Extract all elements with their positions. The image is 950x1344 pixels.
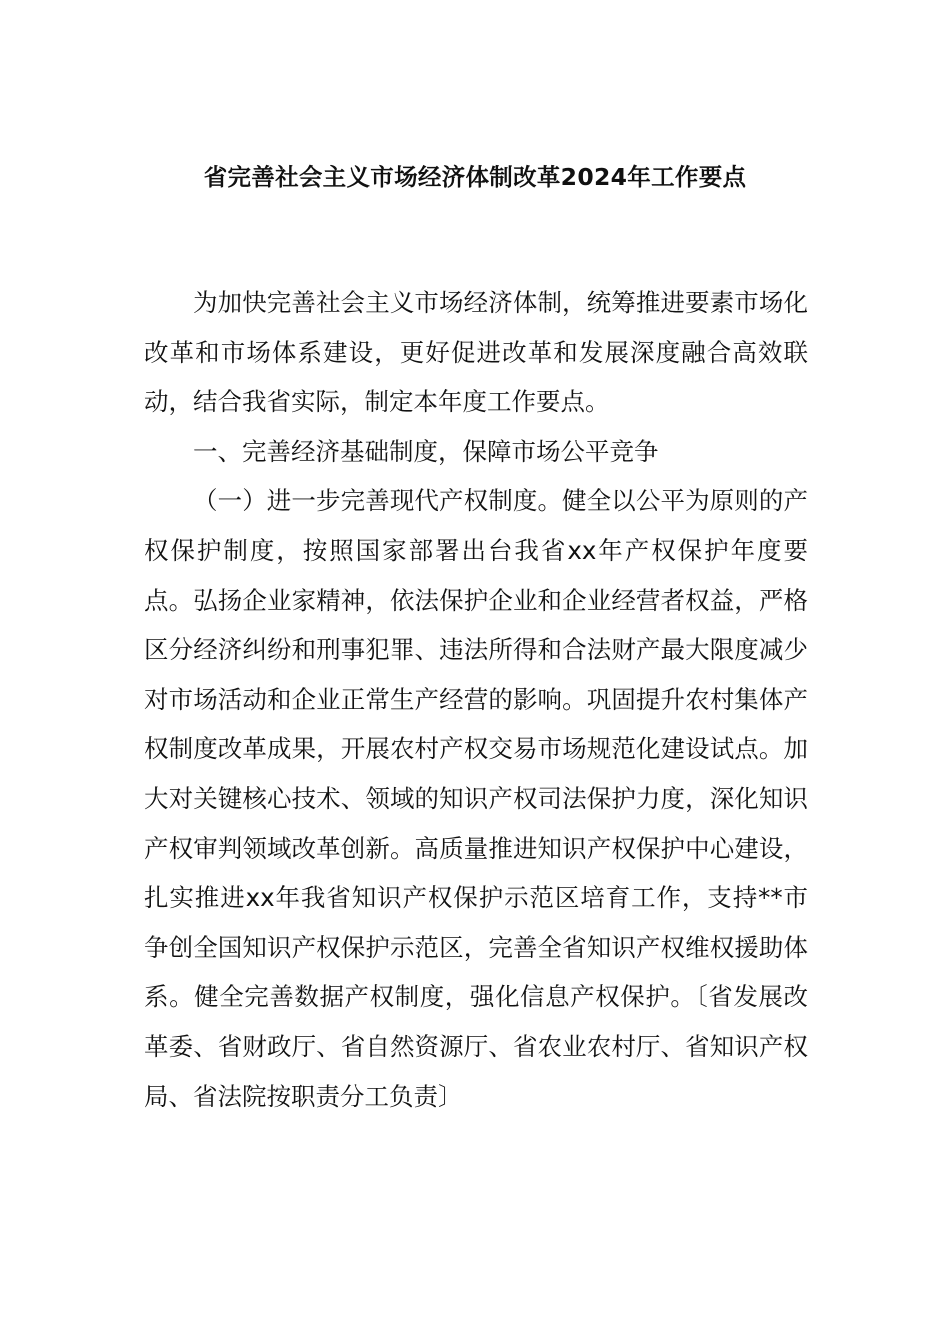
document-body (144, 278, 808, 1121)
section-heading: 一、完善经济基础制度，保障市场公平竞争 (193, 436, 659, 466)
intro-paragraph: 为加快完善社会主义市场经济体制，统筹推进要素市场化改革和市场体系建设，更好促进改革和发展深度融合高效联动，结合我省实际，制定本年度工作要点。 (144, 288, 808, 417)
document-title: 省完善社会主义市场经济体制改革2024年工作要点 (203, 163, 747, 191)
subsection-paragraph: （一）进一步完善现代产权制度。健全以公平为原则的产权保护制度，按照国家部署出台我省xx年产权保护年度要点。弘扬企业家精神，依法保护企业和企业经营者权益，严格区分经济纠纷和刑事犯罪、违法所得和合法财产最大限度减少对市场活动和企业正常生产经营的影响。巩固提升农村集体产权制度改革成果，开展农村产权交易市场规范化建设试点。加大对关键核心技术、领域的知识产权司法保护力度，深化知识产权审判领域改革创新。高质量推进知识产权保护中心建设，扎实推进xx年我省知识产权保护示范区培育工作，支持**市争创全国知识产权保护示范区，完善全省知识产权维权援助体系。健全完善数据产权制度，强化信息产权保护。〔省发展改革委、省财政厅、省自然资源厅、省农业农村厅、省知识产权局、省法院按职责分工负责〕 (144, 486, 808, 1111)
